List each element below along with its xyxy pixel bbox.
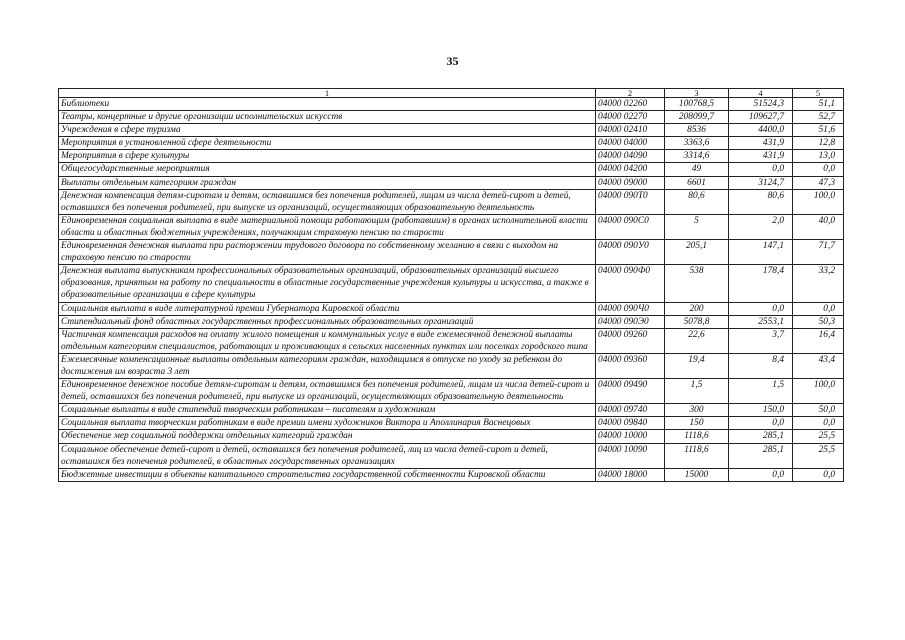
table-row	[59, 176, 844, 189]
planned-value-cell: 6601	[665, 176, 729, 189]
table-row	[59, 189, 844, 214]
column-header: 2	[596, 89, 665, 98]
row-name-cell: Частичная компенсация расходов на оплату жилого помещения и коммунальных услуг в виде ежемесячной денежной выплаты отдельным категориям специалистов, работающих и проживающих в сельских населенных пунктах или поселках городского типа	[59, 328, 596, 353]
budget-code-cell: 04000 090У0	[596, 240, 665, 265]
percent-cell: 51,6	[793, 124, 844, 137]
planned-value-cell: 3314,6	[665, 150, 729, 163]
executed-value-cell: 109627,7	[729, 111, 793, 124]
planned-value-cell: 1118,6	[665, 443, 729, 468]
planned-value-cell: 49	[665, 163, 729, 176]
executed-value-cell: 147,1	[729, 240, 793, 265]
planned-value-cell: 22,6	[665, 328, 729, 353]
planned-value-cell: 3363,6	[665, 137, 729, 150]
row-name-cell: Единовременное денежное пособие детям-сиротам и детям, оставшимся без попечения родителей, лицам из числа детей-сирот и детей, оставшихся без попечения родителей, при выпуске из организаций, осуществляющих образовательную деятельность	[59, 379, 596, 404]
budget-code-cell: 04000 04200	[596, 163, 665, 176]
planned-value-cell: 8536	[665, 124, 729, 137]
planned-value-cell: 200	[665, 302, 729, 315]
column-header: 5	[793, 89, 844, 98]
row-name-cell: Учреждения в сфере туризма	[59, 124, 596, 137]
percent-cell: 71,7	[793, 240, 844, 265]
percent-cell: 100,0	[793, 379, 844, 404]
executed-value-cell: 3124,7	[729, 176, 793, 189]
budget-code-cell: 04000 090Э0	[596, 315, 665, 328]
row-name-cell: Социальные выплаты в виде стипендий творческим работникам – писателям и художникам	[59, 404, 596, 417]
budget-code-cell: 04000 04000	[596, 137, 665, 150]
percent-cell: 43,4	[793, 353, 844, 378]
executed-value-cell: 0,0	[729, 417, 793, 430]
percent-cell: 50,0	[793, 404, 844, 417]
column-header: 3	[665, 89, 729, 98]
executed-value-cell: 0,0	[729, 468, 793, 481]
row-name-cell: Мероприятия в сфере культуры	[59, 150, 596, 163]
planned-value-cell: 300	[665, 404, 729, 417]
executed-value-cell: 3,7	[729, 328, 793, 353]
table-row	[59, 240, 844, 265]
budget-code-cell: 04000 090Ф0	[596, 265, 665, 302]
planned-value-cell: 100768,5	[665, 98, 729, 111]
percent-cell: 0,0	[793, 302, 844, 315]
budget-code-cell: 04000 09000	[596, 176, 665, 189]
executed-value-cell: 80,6	[729, 189, 793, 214]
percent-cell: 25,5	[793, 430, 844, 443]
planned-value-cell: 205,1	[665, 240, 729, 265]
row-name-cell: Театры, концертные и другие организации исполнительских искусств	[59, 111, 596, 124]
budget-code-cell: 04000 090Ч0	[596, 302, 665, 315]
row-name-cell: Бюджетные инвестиции в объекты капитального строительства государственной собственности Кировской области	[59, 468, 596, 481]
row-name-cell: Общегосударственные мероприятия	[59, 163, 596, 176]
table-row	[59, 302, 844, 315]
percent-cell: 33,2	[793, 265, 844, 302]
percent-cell: 47,3	[793, 176, 844, 189]
percent-cell: 40,0	[793, 214, 844, 239]
row-name-cell: Мероприятия в установленной сфере деятельности	[59, 137, 596, 150]
budget-code-cell: 04000 10090	[596, 443, 665, 468]
row-name-cell: Библиотеки	[59, 98, 596, 111]
table-header-row	[59, 89, 844, 98]
table-row	[59, 328, 844, 353]
row-name-cell: Выплаты отдельным категориям граждан	[59, 176, 596, 189]
row-name-cell: Единовременная социальная выплата в виде материальной помощи работающим (работавшим) в органах исполнительной власти области и областных бюджетных учреждениях, получающим страховую пенсию по старости	[59, 214, 596, 239]
executed-value-cell: 2,0	[729, 214, 793, 239]
column-header: 1	[59, 89, 596, 98]
percent-cell: 52,7	[793, 111, 844, 124]
executed-value-cell: 8,4	[729, 353, 793, 378]
budget-code-cell: 04000 09360	[596, 353, 665, 378]
budget-code-cell: 04000 09740	[596, 404, 665, 417]
row-name-cell: Социальное обеспечение детей-сирот и детей, оставшихся без попечения родителей, лиц из числа детей-сирот и детей, оставшихся без попечения родителей, в областных государственных организациях	[59, 443, 596, 468]
page-number: 35	[446, 54, 459, 68]
budget-code-cell: 04000 02270	[596, 111, 665, 124]
budget-code-cell: 04000 18000	[596, 468, 665, 481]
budget-code-cell: 04000 09490	[596, 379, 665, 404]
budget-code-cell: 04000 02260	[596, 98, 665, 111]
row-name-cell: Ежемесячные компенсационные выплаты отдельным категориям граждан, находящимся в отпуске по уходу за ребенком до достижения им возраста 3 лет	[59, 353, 596, 378]
executed-value-cell: 178,4	[729, 265, 793, 302]
executed-value-cell: 285,1	[729, 443, 793, 468]
row-name-cell: Единовременная денежная выплата при расторжении трудового договора по собственному желанию в связи с выходом на страховую пенсию по старости	[59, 240, 596, 265]
executed-value-cell: 4400,0	[729, 124, 793, 137]
percent-cell: 0,0	[793, 417, 844, 430]
planned-value-cell: 1118,6	[665, 430, 729, 443]
percent-cell: 50,3	[793, 315, 844, 328]
executed-value-cell: 51524,3	[729, 98, 793, 111]
executed-value-cell: 431,9	[729, 150, 793, 163]
table-row	[59, 443, 844, 468]
budget-code-cell: 04000 02410	[596, 124, 665, 137]
planned-value-cell: 5	[665, 214, 729, 239]
percent-cell: 51,1	[793, 98, 844, 111]
row-name-cell: Обеспечение мер социальной поддержки отдельных категорий граждан	[59, 430, 596, 443]
row-name-cell: Денежная компенсация детям-сиротам и детям, оставшимся без попечения родителей, лицам из числа детей-сирот и детей, оставшихся без попечения родителей, при выпуске из организаций, осуществляющих образовательную деятельность	[59, 189, 596, 214]
percent-cell: 16,4	[793, 328, 844, 353]
executed-value-cell: 0,0	[729, 302, 793, 315]
table-row	[59, 124, 844, 137]
row-name-cell: Стипендиальный фонд областных государственных профессиональных образовательных организаций	[59, 315, 596, 328]
table-row	[59, 353, 844, 378]
budget-table	[58, 88, 844, 482]
budget-code-cell: 04000 090С0	[596, 214, 665, 239]
table-row	[59, 137, 844, 150]
planned-value-cell: 15000	[665, 468, 729, 481]
percent-cell: 25,5	[793, 443, 844, 468]
planned-value-cell: 1,5	[665, 379, 729, 404]
executed-value-cell: 2553,1	[729, 315, 793, 328]
executed-value-cell: 285,1	[729, 430, 793, 443]
executed-value-cell: 0,0	[729, 163, 793, 176]
planned-value-cell: 5078,8	[665, 315, 729, 328]
planned-value-cell: 208099,7	[665, 111, 729, 124]
table-row	[59, 98, 844, 111]
percent-cell: 0,0	[793, 163, 844, 176]
table-row	[59, 111, 844, 124]
planned-value-cell: 150	[665, 417, 729, 430]
budget-code-cell: 04000 04090	[596, 150, 665, 163]
budget-code-cell: 04000 09260	[596, 328, 665, 353]
row-name-cell: Социальная выплата в виде литературной премии Губернатора Кировской области	[59, 302, 596, 315]
budget-code-cell: 04000 090Т0	[596, 189, 665, 214]
percent-cell: 12,8	[793, 137, 844, 150]
column-header: 4	[729, 89, 793, 98]
table-row	[59, 315, 844, 328]
table-row	[59, 379, 844, 404]
planned-value-cell: 19,4	[665, 353, 729, 378]
budget-code-cell: 04000 10000	[596, 430, 665, 443]
executed-value-cell: 431,9	[729, 137, 793, 150]
table-row	[59, 468, 844, 481]
table-row	[59, 265, 844, 302]
percent-cell: 0,0	[793, 468, 844, 481]
table-row	[59, 214, 844, 239]
table-row	[59, 404, 844, 417]
row-name-cell: Денежная выплата выпускникам профессиональных образовательных организаций, образовательных организаций высшего образования, принятым на работу по специальности в областные государственные учреждения культуры и искусства, а также в образовательные организации в сфере культуры	[59, 265, 596, 302]
executed-value-cell: 150,0	[729, 404, 793, 417]
planned-value-cell: 538	[665, 265, 729, 302]
planned-value-cell: 80,6	[665, 189, 729, 214]
table-row	[59, 163, 844, 176]
table-row	[59, 430, 844, 443]
row-name-cell: Социальная выплата творческим работникам в виде премии имени художников Виктора и Аполлинария Васнецовых	[59, 417, 596, 430]
table-row	[59, 150, 844, 163]
percent-cell: 100,0	[793, 189, 844, 214]
table-row	[59, 417, 844, 430]
percent-cell: 13,0	[793, 150, 844, 163]
executed-value-cell: 1,5	[729, 379, 793, 404]
budget-code-cell: 04000 09840	[596, 417, 665, 430]
